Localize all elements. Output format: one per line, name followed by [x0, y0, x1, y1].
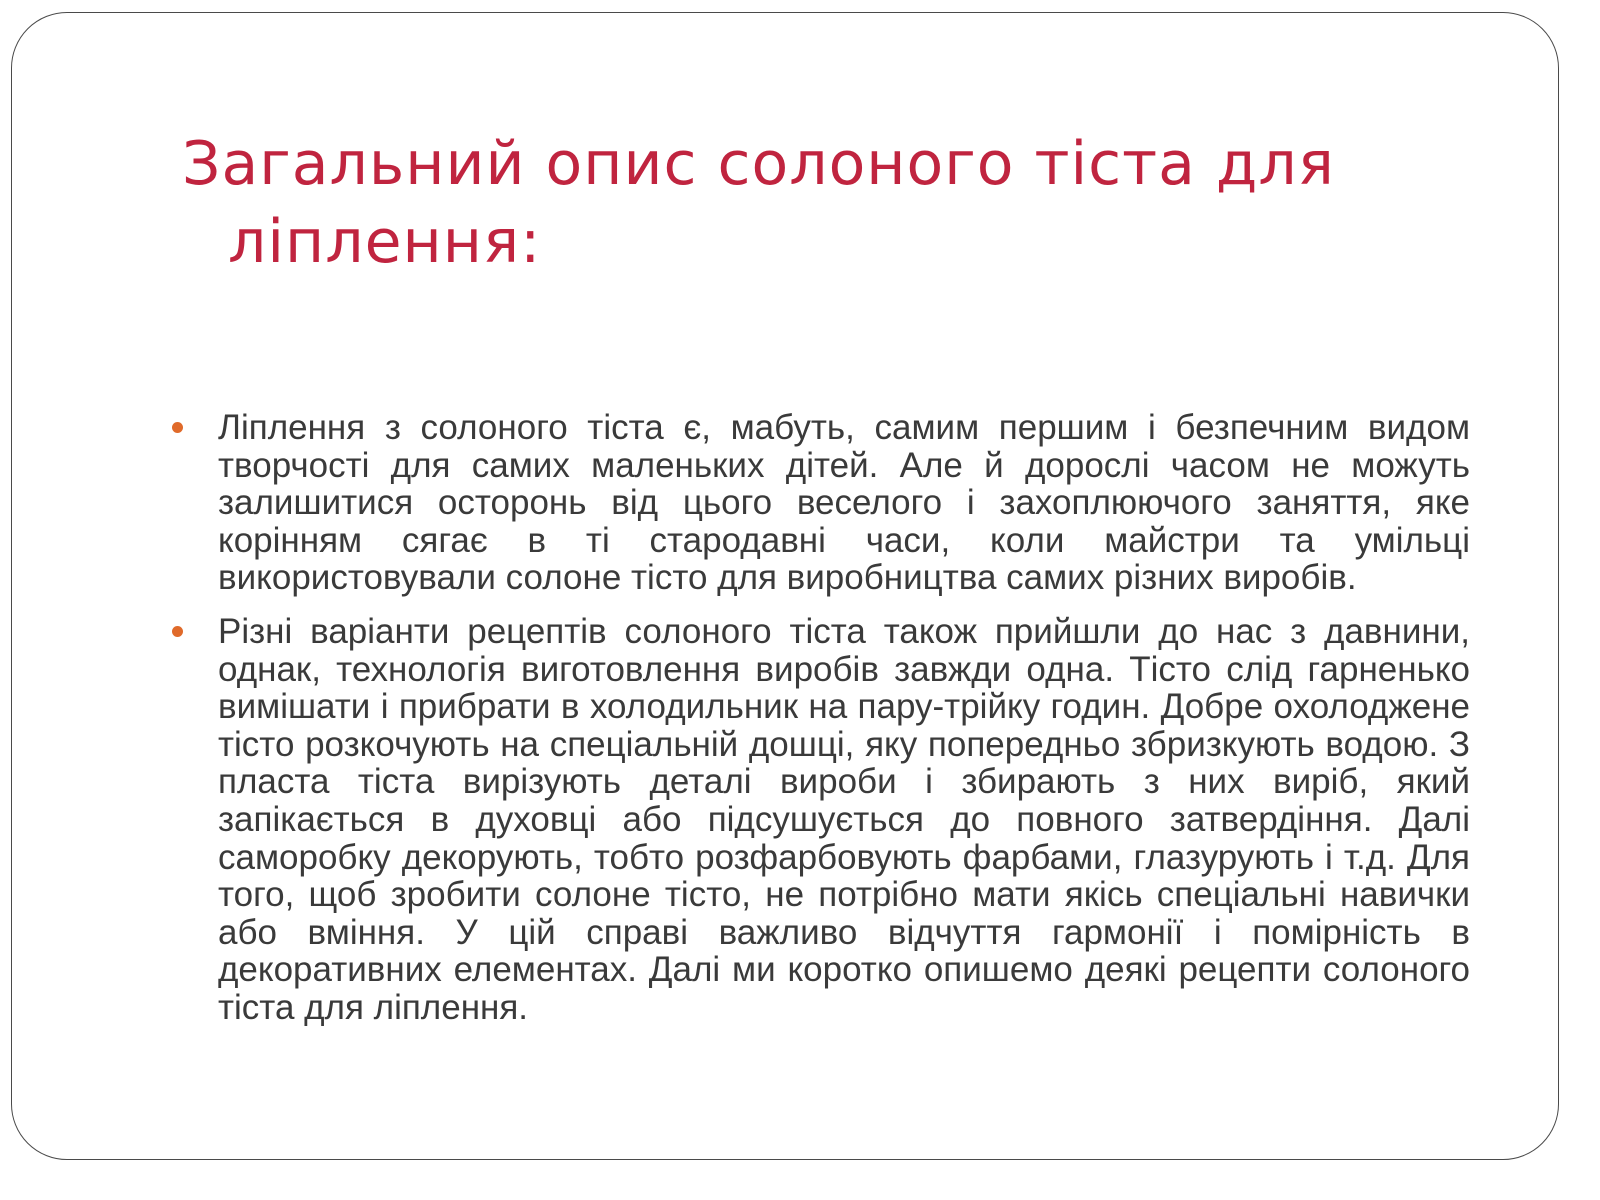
- bullet-text-2: Різні варіанти рецептів солоного тіста також прийшли до нас з давнини, однак, технологія виготовлення виробів завжди одна. Тісто слід гарненько вимішати і прибрати в холодильник на пару-трійку годин. Добре охолоджене тісто розкочують на спеціальній дошці, яку попередньо збризкують водою. З пласта тіста вирізують деталі вироби і збирають з них виріб, який запікається в духовці або підсушується до повного затвердіння. Далі саморобку декорують, тобто розфарбовують фарбами, глазурують і т.д. Для того, щоб зробити солоне тісто, не потрібно мати якісь спеціальні навички або вміння. У цій справі важливо відчуття гармонії і помірність в декоративних елементах. Далі ми коротко опишемо деякі рецепти солоного тіста для ліплення.: [218, 611, 1470, 1027]
- bullet-text-1: Ліплення з солоного тіста є, мабуть, самим першим і безпечним видом творчості для самих маленьких дітей. Але й дорослі часом не можуть залишитися осторонь від цього веселого і захоплюючого заняття, яке корінням сягає в ті стародавні часи, коли майстри та умільці використовували солоне тісто для виробництва самих різних виробів.: [218, 408, 1470, 598]
- slide-title-line-1: Загальний опис солоного тіста для: [182, 129, 1335, 199]
- bullet-list: [172, 409, 1470, 1043]
- bullet-dot-icon: [172, 422, 183, 433]
- slide-title-line-2: ліплення:: [228, 207, 542, 277]
- slide-frame: [11, 12, 1559, 1160]
- bullet-item-2: [172, 613, 1470, 1027]
- slide-title: [182, 125, 1422, 281]
- bullet-item-1: [172, 409, 1470, 597]
- bullet-dot-icon: [172, 626, 183, 637]
